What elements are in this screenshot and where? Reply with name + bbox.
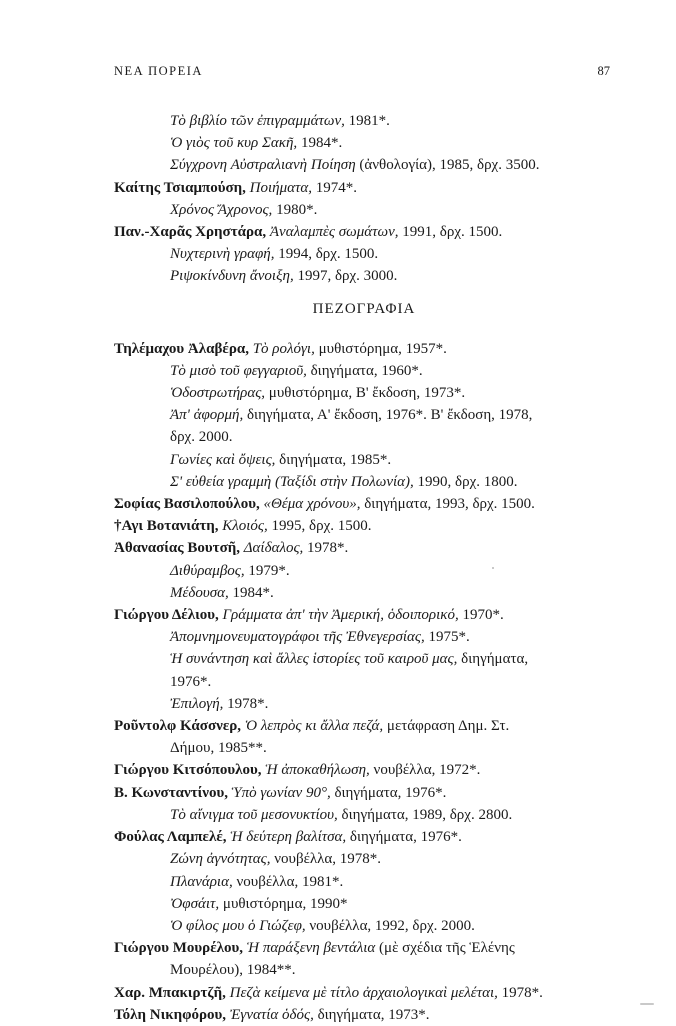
- entry-detail: 1990, δρχ. 1800.: [413, 473, 518, 490]
- section-heading-prose: ΠΕΖΟΓΡΑΦΙΑ: [312, 300, 416, 317]
- entry-line-indented: [114, 893, 614, 915]
- entry-line-indented: [114, 560, 614, 582]
- author-name: Γιώργου Δέλιου,: [114, 607, 219, 624]
- author-name: Ἀθανασίας Βουτσῆ,: [114, 540, 240, 557]
- entry-detail: μυθιστόρημα, Β' ἔκδοση, 1973*.: [265, 385, 466, 402]
- work-title: Διθύραμβος,: [170, 562, 245, 579]
- entry-line-indented: [114, 671, 614, 693]
- work-title: Ποιήματα,: [249, 179, 312, 196]
- entry-detail: διηγήματα, 1976*.: [346, 829, 462, 846]
- work-title: Ὁ φίλος μου ὁ Γιώζεφ,: [170, 917, 306, 934]
- entry-detail: διηγήματα, 1960*.: [306, 362, 423, 379]
- entry-line-indented: [114, 404, 614, 426]
- work-title: «Θέμα χρόνου»,: [263, 496, 361, 513]
- entry-line-indented: [114, 959, 614, 981]
- entry-line: [114, 338, 614, 360]
- entry-line: [114, 782, 614, 804]
- bibliography-listing: [114, 110, 614, 1026]
- entry-line-indented: [114, 132, 614, 154]
- entry-detail: 1976*.: [170, 673, 212, 690]
- entry-line: [114, 221, 614, 243]
- entry-detail: διηγήματα,: [457, 651, 529, 668]
- entry-detail: 1994, δρχ. 1500.: [274, 246, 379, 263]
- scan-speck: [640, 1003, 654, 1005]
- entry-detail: 1970*.: [458, 607, 504, 624]
- entry-detail: 1978*.: [497, 984, 543, 1001]
- author-name: †Αγι Βοτανιάτη,: [114, 518, 219, 535]
- work-title: Ἀπ' ἀφορμή,: [170, 407, 244, 424]
- page-number: 87: [597, 64, 610, 78]
- work-title: Ὁδοστρωτήρας,: [170, 385, 266, 402]
- entry-line: [114, 604, 614, 626]
- entry-detail: Μουρέλου), 1984**.: [170, 962, 296, 979]
- entry-line: [114, 177, 614, 199]
- work-title: Μέδουσα,: [170, 584, 229, 601]
- work-title: Δαίδαλος,: [243, 540, 304, 557]
- entry-line-indented: [114, 110, 614, 132]
- entry-line-indented: [114, 154, 614, 176]
- author-name: Τηλέμαχου Ἀλαβέρα,: [114, 340, 249, 357]
- entry-detail: διηγήματα, 1989, δρχ. 2800.: [337, 806, 513, 823]
- entry-line-indented: [114, 871, 614, 893]
- work-title: Τὸ βιβλίο τῶν ἐπιγραμμάτων,: [170, 113, 345, 129]
- work-title: Ἡ δεύτερη βαλίτσα,: [230, 829, 347, 846]
- entry-line: [114, 937, 614, 959]
- entry-line: [114, 826, 614, 848]
- work-title: Ὑπὸ γωνίαν 90°,: [231, 784, 331, 801]
- work-title: Ὁ γιὸς τοῦ κυρ Σακῆ,: [170, 135, 298, 152]
- author-name: Παν.-Χαρᾶς Χρηστάρα,: [114, 224, 267, 241]
- entry-detail: 1984*.: [228, 584, 274, 601]
- entry-detail: 1980*.: [272, 201, 318, 218]
- entry-detail: διηγήματα, Α' ἔκδοση, 1976*. Β' ἔκδοση, 1978,: [243, 407, 533, 424]
- entry-line-indented: [114, 582, 614, 604]
- work-title: Ἀπομνημονευματογράφοι τῆς Ἐθνεγερσίας,: [170, 629, 425, 646]
- author-name: Γιώργου Μουρέλου,: [114, 940, 244, 957]
- work-title: Ριψοκίνδυνη ἄνοιξη,: [170, 268, 294, 285]
- entry-detail: διηγήματα, 1985*.: [275, 451, 392, 468]
- entry-line-indented: [114, 915, 614, 937]
- entry-line-indented: [114, 199, 614, 221]
- entry-line-indented: [114, 265, 614, 287]
- entry-line-indented: [114, 243, 614, 265]
- entry-detail: 1979*.: [244, 562, 290, 579]
- entry-detail: 1995, δρχ. 1500.: [267, 518, 372, 535]
- entry-detail: μυθιστόρημα, 1990*: [219, 895, 348, 912]
- entry-detail: διηγήματα, 1973*.: [313, 1006, 430, 1023]
- entry-detail: 1975*.: [424, 629, 470, 646]
- entry-detail: διηγήματα, 1993, δρχ. 1500.: [360, 496, 535, 513]
- author-name: Χαρ. Μπακιρτζῆ,: [114, 984, 226, 1001]
- work-title: Ἐπιλογή,: [170, 695, 224, 712]
- work-title: Γράμματα ἀπ' τὴν Ἀμερική, ὁδοιπορικό,: [222, 607, 459, 624]
- entry-line-indented: [114, 471, 614, 493]
- work-title: Κλοιός,: [222, 518, 268, 535]
- entry-line-indented: [114, 648, 614, 670]
- entry-detail: (ἀνθολογία), 1985, δρχ. 3500.: [355, 157, 540, 174]
- poetry-entries: [114, 110, 614, 288]
- entry-line: [114, 715, 614, 737]
- entry-detail: νουβέλλα, 1972*.: [369, 762, 481, 779]
- entry-line: [114, 982, 614, 1004]
- entry-line: [114, 515, 614, 537]
- author-name: Φούλας Λαμπελέ,: [114, 829, 227, 846]
- work-title: Ἡ ἀποκαθήλωση,: [265, 762, 370, 779]
- author-name: Καίτης Τσιαμπούση,: [114, 179, 246, 196]
- work-title: Ζώνη ἀγνότητας,: [170, 851, 271, 868]
- entry-detail: 1984*.: [297, 135, 343, 152]
- entry-line-indented: [114, 693, 614, 715]
- work-title: Ἡ παράξενη βεντάλια: [246, 940, 376, 957]
- entry-detail: 1978*.: [223, 695, 269, 712]
- work-title: Ἀναλαμπὲς σωμάτων,: [269, 224, 399, 241]
- work-title: Σύγχρονη Αὐστραλιανὴ Ποίηση: [170, 157, 356, 174]
- entry-detail: (μὲ σχέδια τῆς Ἑλένης: [375, 940, 515, 957]
- entry-detail: 1974*.: [312, 179, 357, 196]
- work-title: Πλανάρια,: [170, 873, 233, 890]
- entry-detail: 1981*.: [344, 113, 390, 129]
- work-title: Τὸ μισὸ τοῦ φεγγαριοῦ,: [170, 362, 307, 379]
- work-title: Τὸ αἴνιγμα τοῦ μεσονυκτίου,: [170, 806, 338, 823]
- entry-detail: 1978*.: [303, 540, 349, 557]
- work-title: Γωνίες καὶ ὄψεις,: [170, 451, 276, 468]
- entry-detail: 1991, δρχ. 1500.: [398, 224, 503, 241]
- entry-detail: νουβέλλα, 1981*.: [232, 873, 344, 890]
- entry-detail: 1997, δρχ. 3000.: [293, 268, 398, 285]
- entry-line-indented: [114, 449, 614, 471]
- entry-line-indented: [114, 360, 614, 382]
- work-title: Σ' εὐθεία γραμμὴ (Ταξίδι στὴν Πολωνία),: [170, 473, 414, 490]
- author-name: Ροῦντολφ Κάσσνερ,: [114, 718, 242, 735]
- entry-detail: νουβέλλα, 1978*.: [270, 851, 382, 868]
- entry-detail: νουβέλλα, 1992, δρχ. 2000.: [305, 917, 475, 934]
- running-head: ΝΕΑ ΠΟΡΕΙΑ: [114, 64, 203, 78]
- author-name: Γιώργου Κιτσόπουλου,: [114, 762, 262, 779]
- work-title: Ὁ λεπρὸς κι ἄλλα πεζά,: [244, 718, 384, 735]
- entry-line: [114, 1004, 614, 1026]
- prose-entries: [114, 338, 614, 1026]
- entry-detail: διηγήματα, 1976*.: [330, 784, 447, 801]
- work-title: Νυχτερινὴ γραφή,: [170, 246, 275, 263]
- entry-line-indented: [114, 848, 614, 870]
- author-name: Σοφίας Βασιλοπούλου,: [114, 496, 260, 513]
- work-title: Τὸ ρολόγι,: [252, 340, 315, 357]
- work-title: Πεζὰ κείμενα μὲ τίτλο ἀρχαιολογικαὶ μελέται,: [229, 984, 498, 1001]
- author-name: Τόλη Νικηφόρου,: [114, 1006, 227, 1023]
- work-title: Χρόνος Ἄχρονος,: [170, 201, 273, 218]
- page-header: [114, 64, 610, 84]
- work-title: Ὀφσάιτ,: [170, 895, 220, 912]
- entry-line-indented: [114, 426, 614, 448]
- entry-line: [114, 493, 614, 515]
- work-title: Ἐγνατία ὁδός,: [229, 1006, 314, 1023]
- entry-line-indented: [114, 626, 614, 648]
- entry-detail: μυθιστόρημα, 1957*.: [314, 340, 447, 357]
- work-title: Ἡ συνάντηση καὶ ἄλλες ἱστορίες τοῦ καιροῦ μας,: [170, 651, 458, 668]
- entry-detail: δρχ. 2000.: [170, 429, 233, 446]
- entry-line-indented: [114, 382, 614, 404]
- entry-line: [114, 759, 614, 781]
- author-name: Β. Κωνσταντίνου,: [114, 784, 229, 801]
- entry-detail: Δήμου, 1985**.: [170, 740, 267, 757]
- entry-detail: μετάφραση Δημ. Στ.: [383, 718, 510, 735]
- entry-line: [114, 537, 614, 559]
- entry-line-indented: [114, 737, 614, 759]
- entry-line-indented: [114, 804, 614, 826]
- scan-speck: [492, 567, 494, 569]
